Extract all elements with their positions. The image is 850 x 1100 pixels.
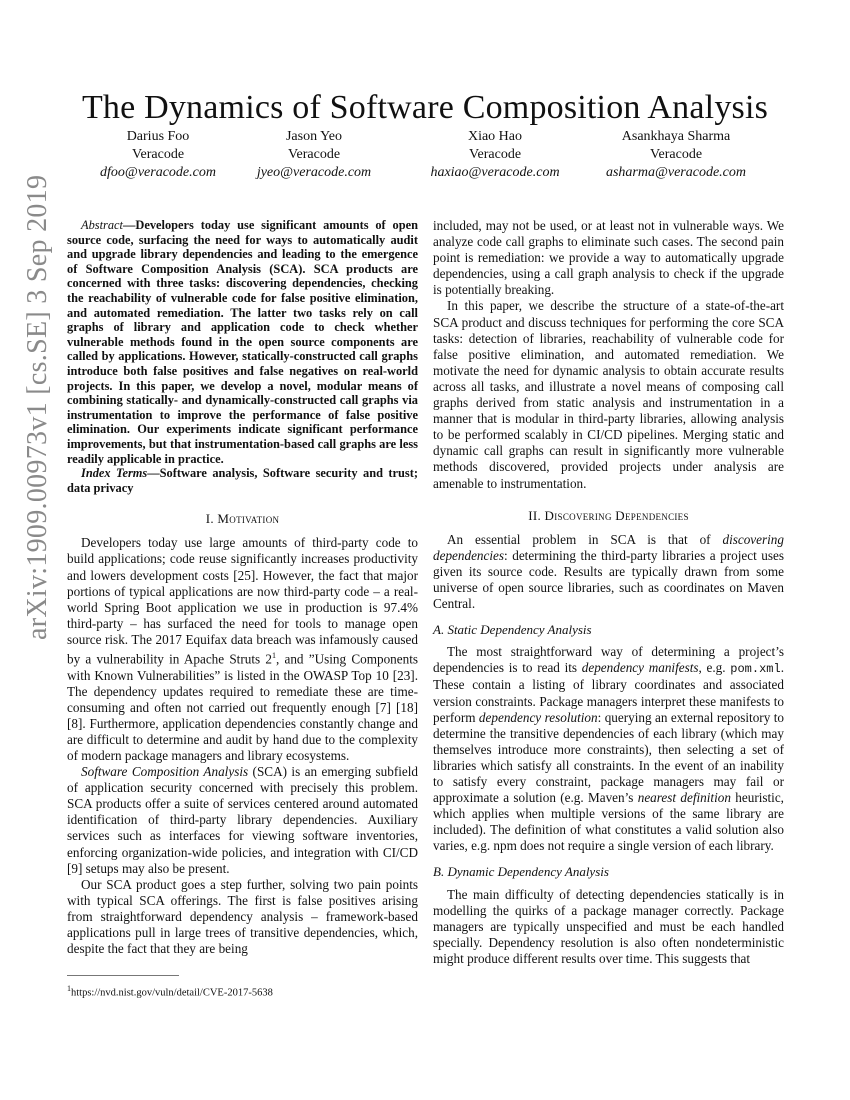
author-affiliation: Veracode — [131, 147, 185, 162]
paragraph — [433, 644, 784, 854]
paragraph — [67, 535, 418, 764]
emphasis: dependency manifests — [581, 660, 699, 676]
paragraph — [433, 532, 784, 612]
author-email: dfoo@veracode.com — [100, 165, 216, 180]
paragraph-text: heuristic, which applies when multiple versions of the same library are included). The definition of what constitutes a valid solution also varies, e.g. npm does not require a single version of each library. — [433, 790, 784, 854]
author-3 — [405, 128, 585, 182]
emphasis: nearest definition — [637, 790, 731, 806]
author-affiliation: Veracode — [468, 147, 522, 162]
author-email: haxiao@veracode.com — [430, 165, 560, 180]
paper-title: The Dynamics of Software Composition Analysis — [81, 88, 769, 126]
subsection-heading-static: A. Static Dependency Analysis — [433, 622, 592, 638]
author-1 — [68, 128, 248, 182]
section-heading-motivation: I. Motivation — [205, 511, 280, 527]
author-name: Jason Yeo — [285, 129, 342, 144]
section-heading-discovering-dependencies: II. Discovering Dependencies — [528, 507, 689, 523]
emphasis: Software Composition Analysis — [81, 764, 249, 780]
index-terms-lead: Index Terms — [81, 466, 148, 481]
paragraph-text: The most straightforward way of determining a project’s dependencies is to read its — [433, 644, 784, 676]
paragraph-text: , and ”Using Components with Known Vulnerabilities” is listed in the OWASP Top 10 [23]. The dependency updates required to remediate these are time-consuming and often not carried out frequently enough [7] [18] [8]. Furthermore, application dependencies constantly change and are difficult to determine and audit by hand due to the complexity of modern package managers and library ecosystems. — [67, 651, 418, 763]
footnote-marker: 1 — [271, 651, 276, 661]
abstract-lead: Abstract — [81, 218, 123, 232]
subsection-heading-dynamic: B. Dynamic Dependency Analysis — [433, 864, 609, 880]
emphasis: dependency resolution — [478, 709, 598, 725]
arxiv-identifier-text: arXiv:1909.00973v1 [cs.SE] 3 Sep 2019 — [22, 174, 53, 640]
abstract — [67, 218, 418, 466]
paragraph-text: Developers today use large amounts of third-party code to build applications; code reuse significantly increases productivity and lowers development costs [25]. However, the fact that major portions of typical applications are now third-party code – a real-world Spring Boot application we use in production is 97.4% third-party – has surfaced the need for tools to manage open source risk. The 2017 Equifax data breach was infamously caused by a vulnerability in Apache Struts 2 — [67, 535, 418, 667]
paragraph: The main difficulty of detecting dependencies statically is in modelling the quirks of a package manager correctly. Package managers are typically unspecified and must be each handled specially. Dependency resolution is also often nondeterministic might produce different results over time. This suggests that — [433, 886, 784, 966]
author-name: Asankhaya Sharma — [621, 129, 731, 144]
author-4 — [586, 128, 766, 182]
paragraph: Our SCA product goes a step further, solving two pain points with typical SCA offerings. The first is false positives arising from straightforward dependency analysis – framework-based applications pull in large trees of transitive dependencies, which, despite the fact that they are being — [67, 876, 418, 957]
index-terms-text: —Software analysis, Software security and trust; data privacy — [67, 466, 418, 495]
paragraph — [67, 764, 418, 877]
abstract-text: —Developers today use significant amounts of open source code, surfacing the need for ways to automatically audit and upgrade library dependencies and leading to the emergence of Software Composition Analysis (SCA). SCA products are concerned with three tasks: discovering dependencies, checking the reachability of vulnerable code for false positive elimination, and automated remediation. The latter two tasks rely on call graphs of library and application code to check whether vulnerable methods found in the open source components are called by applications. However, statically-constructed call graphs introduce both false positives and false negatives on real-world projects. In this paper, we develop a novel, modular means of combining statically- and dynamically-constructed call graphs via instrumentation to improve the performance of false positive elimination. Our experiments indicate significant performance improvements, but that instrumentation-based call graphs are less readily applicable in practice. — [67, 218, 418, 466]
footnote — [67, 984, 273, 999]
right-column — [433, 218, 784, 967]
index-terms — [67, 466, 418, 495]
author-affiliation: Veracode — [649, 147, 703, 162]
emphasis: discovering dependencies — [433, 531, 784, 563]
author-affiliation: Veracode — [287, 147, 341, 162]
author-name: Xiao Hao — [467, 129, 523, 144]
author-email: jyeo@veracode.com — [256, 165, 372, 180]
paragraph-text: (SCA) is an emerging subfield of application security concerned with precisely this problem. SCA products offer a suite of services centered around automated identification of third-party library dependencies. Auxiliary services such as interfaces for viewing software inventories, enforcing organization-wide policies, and integration with CI/CD [9] setups may also be present. — [67, 764, 418, 876]
footnote-divider — [67, 975, 179, 976]
author-name: Darius Foo — [126, 129, 190, 144]
paragraph: In this paper, we describe the structure of a state-of-the-art SCA product and discuss techniques for performing the core SCA tasks: detection of libraries, reachability of vulnerable code for false positive elimination, and automated remediation. We motivate the need for dynamic analysis to obtain accurate results across all tasks, and illustrate a novel means of composing call graphs derived from static analysis and instrumentation in a manner that is modular in third-party libraries, allowing analysis to be performed scalably in CI/CD pipelines. Merging static and dynamic call graphs can result in significantly more vulnerable methods discovered, provided projects under analysis are amenable to instrumentation. — [433, 298, 784, 491]
paragraph-text: , e.g. — [698, 660, 731, 676]
left-column — [67, 218, 418, 957]
paragraph-text: : querying an external repository to determine the transitive dependencies of each library (which may themselves introduce more constraints), then selecting a set of libraries which satisfy all constraints. In the event of an inability to satisfy every constraint, package managers may fail or approximate a solution (e.g. Maven’s — [433, 709, 784, 806]
footnote-mark: 1 — [67, 984, 71, 993]
author-2 — [224, 128, 404, 182]
paragraph-text: An essential problem in SCA is that of — [447, 531, 723, 547]
paragraph-text: : determining the third-party libraries a project uses given its source code. Results are typically drawn from some universe of open source libraries, such as coordinates on Maven Central. — [433, 547, 784, 612]
author-email: asharma@veracode.com — [605, 165, 746, 180]
code-snippet: pom.xml — [730, 662, 781, 677]
footnote-link[interactable]: https://nvd.nist.gov/vuln/detail/CVE-2017-5638 — [71, 987, 273, 999]
paragraph: included, may not be used, or at least not in vulnerable ways. We analyze code call graphs to eliminate such cases. The second pain point is remediation: we provide a way to automatically upgrade dependencies, using a call graph analysis to check if the upgrade is potentially breaking. — [433, 218, 784, 298]
paragraph-text: . These contain a listing of library coordinates and associated version constraints. Package managers interpret these manifests to perform — [433, 660, 784, 725]
